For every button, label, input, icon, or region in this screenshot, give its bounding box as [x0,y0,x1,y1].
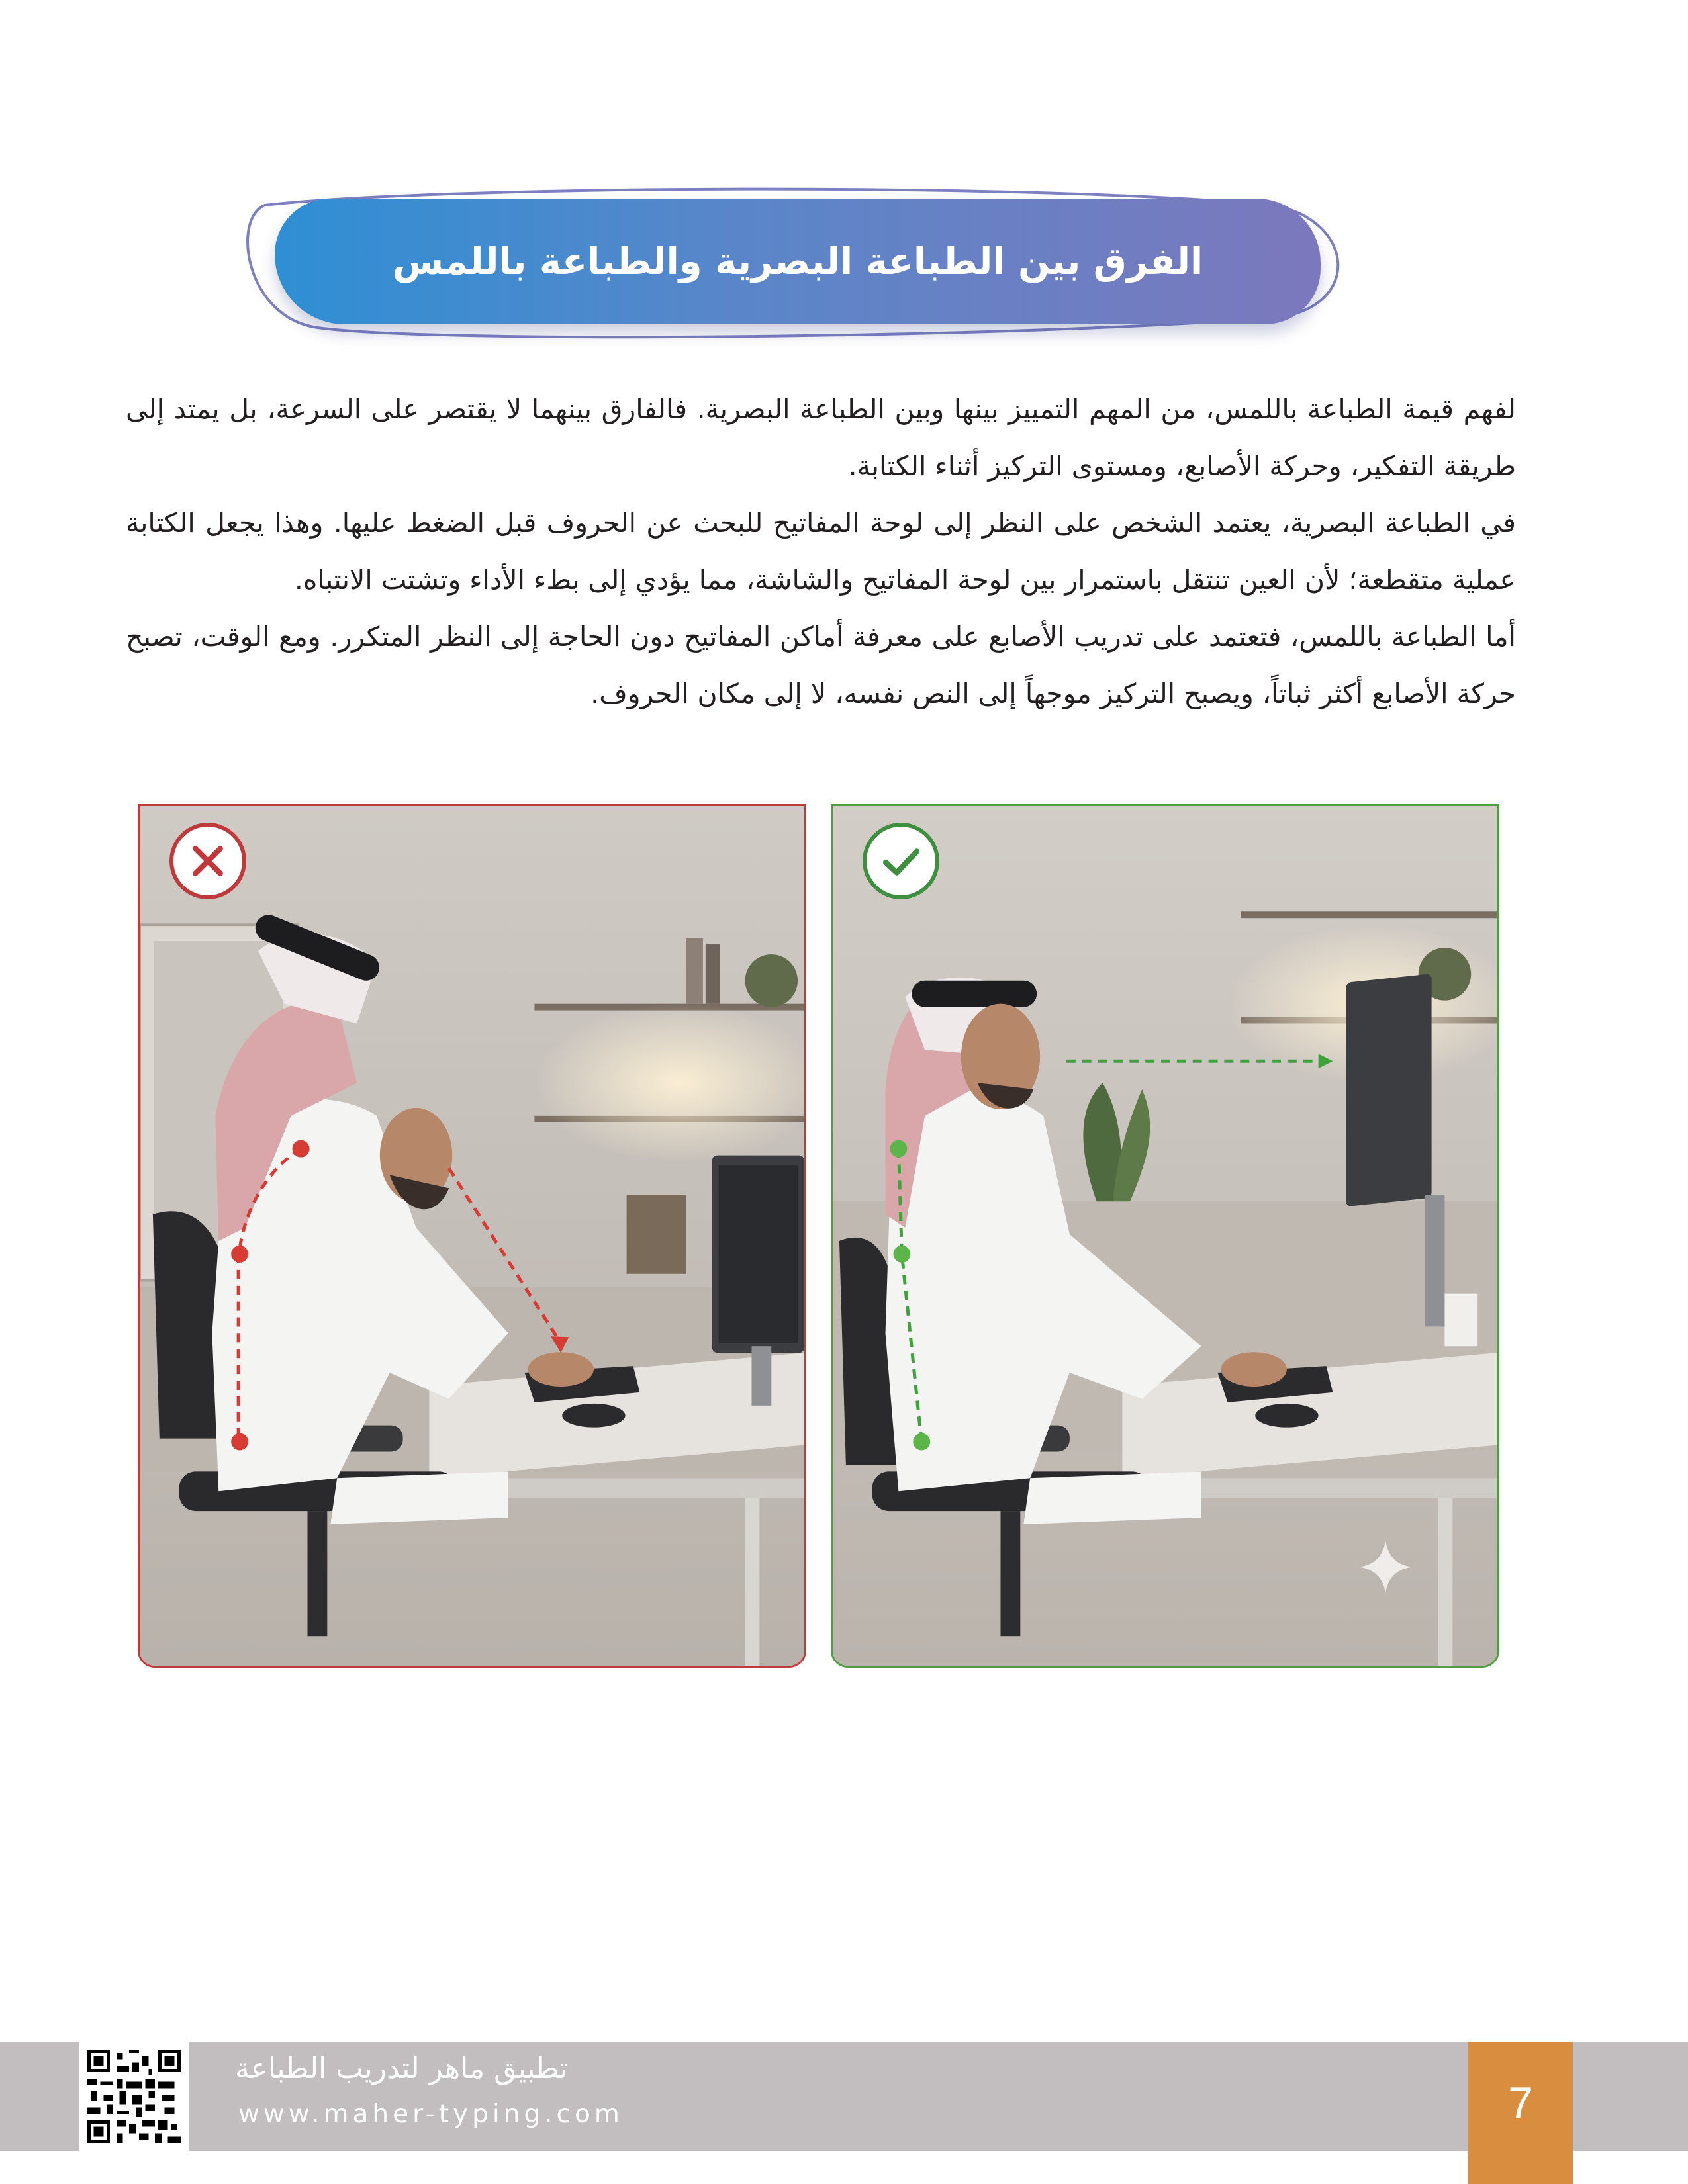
title-pill [275,199,1321,324]
page-number: 7 [1508,2077,1533,2128]
paragraph-touch-typing: أما الطباعة باللمس، فتعتمد على تدريب الأصابع على معرفة أماكن المفاتيح دون الحاجة إلى النظر المتكرر. ومع الوقت، تصبح حركة الأصابع أكثر ثباتاً، ويصبح التركيز موجهاً إلى النص نفسه، لا إلى مكان الحروف. [126,621,1516,709]
incorrect-posture-image [138,804,806,1668]
correct-badge [863,823,939,899]
footer-website-link[interactable]: www.maher-typing.com [238,2099,624,2129]
x-mark-icon [173,827,242,895]
incorrect-badge [169,823,246,899]
body-text [126,381,1516,722]
footer-app-name: تطبيق ماهر لتدريب الطباعة [235,2052,568,2085]
section-title-banner [238,179,1364,351]
page-number-box [1468,2042,1573,2184]
paragraph-visual-typing: في الطباعة البصرية، يعتمد الشخص على النظر إلى لوحة المفاتيح للبحث عن الحروف قبل الضغط عليها. وهذا يجعل الكتابة عملية متقطعة؛ لأن العين تنتقل باستمرار بين لوحة المفاتيح والشاشة، مما يؤدي إلى بطء الأداء وتشتت الانتباه. [126,507,1516,596]
page-title: الفرق بين الطباعة البصرية والطباعة باللمس [392,240,1203,283]
office-scene-illustration [140,806,804,1666]
qr-code[interactable] [79,2042,189,2151]
office-scene-illustration [833,806,1497,1666]
paragraph-intro: لفهم قيمة الطباعة باللمس، من المهم التمييز بينها وبين الطباعة البصرية. فالفارق بينهما لا يقتصر على السرعة، بل يمتد إلى طريقة التفكير، وحركة الأصابع، ومستوى التركيز أثناء الكتابة. [126,393,1516,482]
qr-code-icon [87,2050,181,2143]
check-mark-icon [867,827,935,895]
correct-posture-image [831,804,1499,1668]
